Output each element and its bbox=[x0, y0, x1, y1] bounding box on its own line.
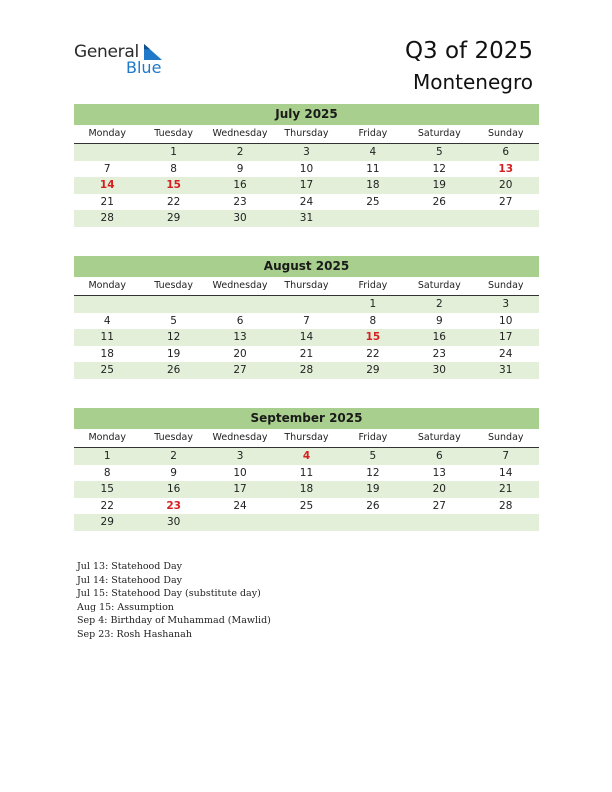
day-cell: 3 bbox=[502, 298, 510, 310]
day-cell: 24 bbox=[499, 347, 513, 360]
day-cell: 1 bbox=[170, 146, 177, 158]
day-cell: 20 bbox=[233, 347, 247, 360]
day-cell: 10 bbox=[233, 466, 247, 479]
weekday-label: Saturday bbox=[417, 128, 461, 139]
day-cell bbox=[406, 514, 472, 531]
week-row bbox=[74, 296, 539, 313]
day-cell bbox=[74, 144, 140, 161]
day-cell: 11 bbox=[299, 466, 314, 479]
day-cell: 2 bbox=[435, 298, 443, 310]
weekday-label: Wednesday bbox=[212, 128, 268, 139]
weekday-label: Monday bbox=[88, 280, 126, 291]
day-cell bbox=[473, 514, 539, 531]
day-cell: 7 bbox=[502, 450, 510, 462]
day-cell bbox=[340, 514, 406, 531]
day-cell: 16 bbox=[432, 331, 446, 343]
day-cell: 4 bbox=[369, 146, 377, 158]
day-cell: 19 bbox=[432, 179, 446, 191]
holiday-list bbox=[77, 560, 271, 641]
day-cell: 25 bbox=[100, 364, 114, 376]
logo-text-blue: Blue bbox=[126, 58, 162, 77]
month-calendar bbox=[74, 104, 539, 227]
weekday-label: Friday bbox=[358, 432, 388, 443]
week-row bbox=[74, 210, 539, 227]
day-cell: 21 bbox=[299, 347, 314, 360]
week-row bbox=[74, 498, 539, 515]
weekday-label: Saturday bbox=[417, 280, 461, 291]
day-cell: 11 bbox=[100, 331, 114, 343]
weekday-label: Tuesday bbox=[154, 280, 193, 291]
day-cell: 18 bbox=[299, 483, 314, 495]
day-cell: 30 bbox=[432, 364, 446, 376]
day-cell bbox=[74, 296, 140, 313]
day-cell: 28 bbox=[499, 499, 513, 512]
weekday-label: Monday bbox=[88, 432, 126, 443]
week-row bbox=[74, 161, 539, 178]
day-cell: 7 bbox=[103, 162, 111, 175]
month-title: September 2025 bbox=[74, 408, 539, 429]
day-cell: 13 bbox=[233, 331, 247, 343]
month-calendar bbox=[74, 256, 539, 379]
weekday-label: Saturday bbox=[417, 432, 461, 443]
holiday-day-cell: 15 bbox=[166, 179, 181, 191]
holiday-day-cell: 15 bbox=[365, 331, 381, 343]
day-cell: 6 bbox=[435, 450, 443, 462]
weekday-label: Wednesday bbox=[212, 432, 268, 443]
day-cell: 3 bbox=[303, 146, 310, 158]
day-cell: 19 bbox=[166, 347, 181, 360]
day-cell: 8 bbox=[103, 466, 111, 479]
day-cell: 28 bbox=[100, 212, 114, 224]
week-row bbox=[74, 194, 539, 211]
weekday-header-row bbox=[74, 277, 539, 296]
day-cell: 24 bbox=[233, 499, 247, 512]
week-row bbox=[74, 313, 539, 330]
day-cell: 7 bbox=[303, 314, 310, 327]
day-cell: 29 bbox=[366, 364, 380, 376]
day-cell: 2 bbox=[236, 146, 244, 158]
holiday-entry: Jul 14: Statehood Day bbox=[77, 574, 183, 586]
holiday-entry: Sep 4: Birthday of Muhammad (Mawlid) bbox=[77, 615, 271, 626]
weekday-label: Tuesday bbox=[154, 128, 193, 139]
page-title: Q3 of 2025 bbox=[404, 38, 533, 64]
day-cell: 30 bbox=[233, 212, 247, 224]
day-cell bbox=[273, 514, 339, 531]
day-cell: 20 bbox=[499, 179, 513, 191]
weekday-label: Friday bbox=[358, 280, 388, 291]
day-cell: 13 bbox=[432, 466, 446, 479]
day-cell: 18 bbox=[366, 179, 380, 191]
week-row bbox=[74, 346, 539, 363]
day-cell: 26 bbox=[366, 499, 380, 512]
day-cell: 14 bbox=[299, 331, 314, 343]
day-cell: 11 bbox=[366, 162, 380, 175]
week-row bbox=[74, 514, 539, 531]
day-cell bbox=[473, 210, 539, 227]
day-cell: 5 bbox=[435, 146, 443, 158]
day-cell: 12 bbox=[432, 162, 446, 175]
day-cell bbox=[207, 296, 273, 313]
week-row bbox=[74, 448, 539, 465]
weekday-label: Sunday bbox=[487, 128, 524, 139]
weekday-label: Friday bbox=[358, 128, 388, 139]
holiday-entry: Sep 23: Rosh Hashanah bbox=[77, 628, 192, 640]
weekday-label: Sunday bbox=[487, 280, 524, 291]
week-row bbox=[74, 465, 539, 482]
day-cell: 12 bbox=[366, 466, 380, 479]
day-cell: 23 bbox=[233, 195, 247, 208]
holiday-entry: Jul 13: Statehood Day bbox=[77, 561, 183, 572]
day-cell: 27 bbox=[432, 499, 446, 512]
month-title: July 2025 bbox=[74, 104, 539, 125]
day-cell: 14 bbox=[499, 466, 513, 479]
month-title: August 2025 bbox=[74, 256, 539, 277]
day-cell: 31 bbox=[299, 212, 314, 224]
holiday-entry: Jul 15: Statehood Day (substitute day) bbox=[77, 588, 261, 599]
day-cell: 6 bbox=[236, 314, 244, 327]
weekday-label: Thursday bbox=[284, 128, 329, 139]
day-cell: 27 bbox=[233, 364, 247, 376]
day-cell: 1 bbox=[103, 450, 111, 462]
day-cell: 18 bbox=[100, 347, 114, 360]
day-cell: 1 bbox=[369, 298, 377, 310]
day-cell: 30 bbox=[166, 516, 181, 528]
week-row bbox=[74, 329, 539, 346]
day-cell: 6 bbox=[502, 146, 510, 158]
day-cell: 26 bbox=[166, 364, 181, 376]
day-cell: 20 bbox=[432, 483, 446, 495]
day-cell: 22 bbox=[166, 195, 181, 208]
day-cell: 5 bbox=[170, 314, 177, 327]
generalblue-logo bbox=[74, 42, 174, 76]
day-cell: 3 bbox=[236, 450, 244, 462]
weekday-label: Sunday bbox=[487, 432, 524, 443]
day-cell bbox=[140, 296, 206, 313]
logo-text-general: General bbox=[74, 42, 139, 62]
day-cell: 25 bbox=[366, 195, 380, 208]
day-cell: 27 bbox=[499, 195, 513, 208]
day-cell: 2 bbox=[170, 450, 177, 462]
month-calendar bbox=[74, 408, 539, 531]
day-cell: 16 bbox=[166, 483, 181, 495]
week-row bbox=[74, 144, 539, 161]
day-cell: 22 bbox=[366, 347, 380, 360]
day-cell: 10 bbox=[299, 162, 314, 175]
day-cell: 21 bbox=[100, 195, 114, 208]
day-cell: 31 bbox=[499, 364, 513, 376]
day-cell bbox=[406, 210, 472, 227]
day-cell: 16 bbox=[233, 179, 247, 191]
day-cell bbox=[207, 514, 273, 531]
week-row bbox=[74, 362, 539, 379]
day-cell: 5 bbox=[369, 450, 377, 462]
day-cell: 9 bbox=[236, 162, 244, 175]
holiday-day-cell: 4 bbox=[302, 450, 311, 462]
weekday-label: Tuesday bbox=[154, 432, 193, 443]
day-cell: 24 bbox=[299, 195, 314, 208]
day-cell: 15 bbox=[100, 483, 114, 495]
weekday-label: Monday bbox=[88, 128, 126, 139]
day-cell: 22 bbox=[100, 499, 114, 512]
day-cell: 26 bbox=[432, 195, 446, 208]
day-cell: 25 bbox=[299, 499, 314, 512]
day-cell: 9 bbox=[170, 466, 177, 479]
day-cell: 28 bbox=[299, 364, 314, 376]
week-row bbox=[74, 177, 539, 194]
holiday-entry: Aug 15: Assumption bbox=[77, 601, 174, 613]
country-name: Montenegro bbox=[412, 70, 533, 94]
day-cell: 8 bbox=[170, 162, 177, 175]
holiday-day-cell: 23 bbox=[166, 499, 181, 512]
weekday-label: Thursday bbox=[284, 432, 329, 443]
day-cell: 17 bbox=[499, 331, 513, 343]
week-row bbox=[74, 481, 539, 498]
day-cell: 10 bbox=[499, 314, 513, 327]
day-cell: 29 bbox=[100, 516, 114, 528]
holiday-day-cell: 14 bbox=[99, 179, 115, 191]
weekday-header-row bbox=[74, 125, 539, 144]
day-cell: 23 bbox=[432, 347, 446, 360]
day-cell: 21 bbox=[499, 483, 513, 495]
day-cell bbox=[340, 210, 406, 227]
day-cell: 29 bbox=[166, 212, 181, 224]
day-cell: 4 bbox=[103, 314, 111, 327]
weekday-label: Thursday bbox=[284, 280, 329, 291]
day-cell: 17 bbox=[299, 179, 314, 191]
weekday-header-row bbox=[74, 429, 539, 448]
day-cell: 9 bbox=[435, 314, 443, 327]
day-cell: 8 bbox=[369, 314, 377, 327]
holiday-day-cell: 13 bbox=[498, 162, 514, 175]
day-cell bbox=[273, 296, 339, 313]
day-cell: 17 bbox=[233, 483, 247, 495]
day-cell: 19 bbox=[366, 483, 380, 495]
weekday-label: Wednesday bbox=[212, 280, 268, 291]
day-cell: 12 bbox=[166, 331, 181, 343]
